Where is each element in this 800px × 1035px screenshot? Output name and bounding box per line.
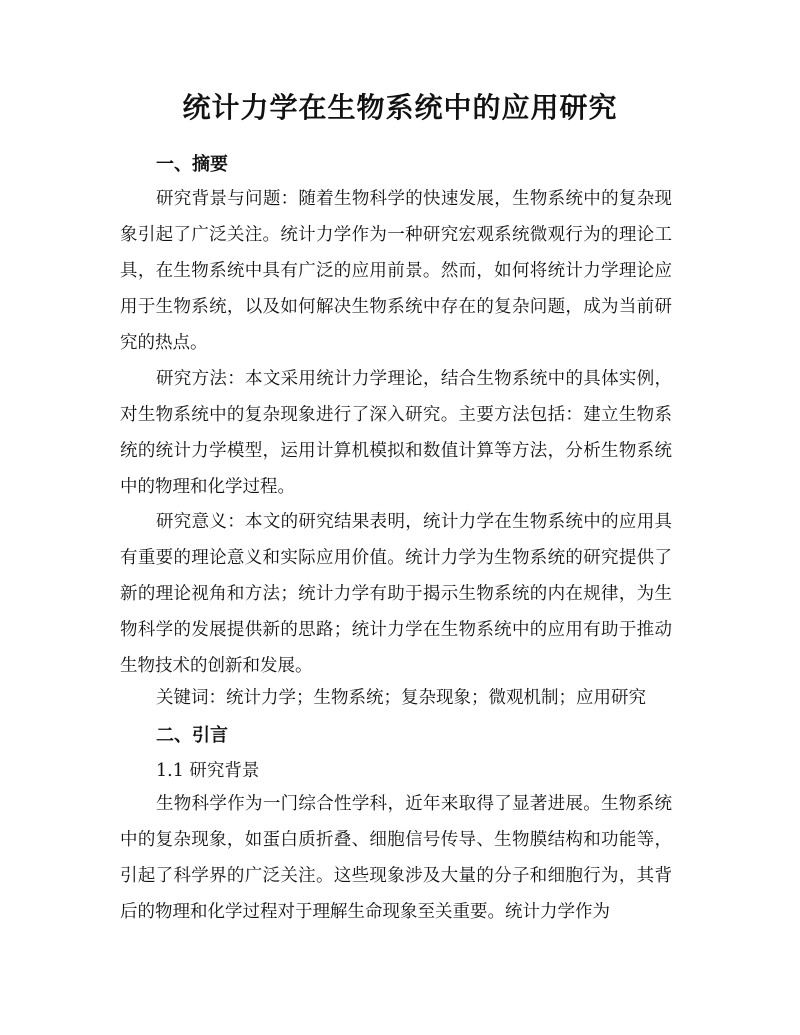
abstract-background-paragraph: 研究背景与问题：随着生物科学的快速发展，生物系统中的复杂现象引起了广泛关注。统计力学作为一种研究宏观系统微观行为的理论工具，在生物系统中具有广泛的应用前景。然而，如何将统计力学理论应用于生物系统，以及如何解决生物系统中存在的复杂问题，成为当前研究的热点。 bbox=[120, 189, 672, 353]
keywords-line: 关键词：统计力学；生物系统；复杂现象；微观机制；应用研究 bbox=[156, 688, 646, 708]
document-title: 统计力学在生物系统中的应用研究 bbox=[182, 91, 618, 124]
abstract-significance-paragraph: 研究意义：本文的研究结果表明，统计力学在生物系统中的应用具有重要的理论意义和实际应用价值。统计力学为生物系统的研究提供了新的理论视角和方法；统计力学有助于揭示生物系统的内在规律，为生物科学的发展提供新的思路；统计力学在生物系统中的应用有助于推动生物技术的创新和发展。 bbox=[120, 512, 672, 676]
research-background-subheading: 1.1 研究背景 bbox=[156, 761, 260, 781]
introduction-heading: 二、引言 bbox=[156, 725, 228, 746]
abstract-heading: 一、摘要 bbox=[156, 154, 228, 175]
abstract-method-paragraph: 研究方法：本文采用统计力学理论，结合生物系统中的具体实例，对生物系统中的复杂现象进行了深入研究。主要方法包括：建立生物系统的统计力学模型，运用计算机模拟和数值计算等方法，分析生物系统中的物理和化学过程。 bbox=[120, 369, 672, 497]
introduction-paragraph: 生物科学作为一门综合性学科，近年来取得了显著进展。生物系统中的复杂现象，如蛋白质折叠、细胞信号传导、生物膜结构和功能等，引起了科学界的广泛关注。这些现象涉及大量的分子和细胞行为，其背后的物理和化学过程对于理解生命现象至关重要。统计力学作为 bbox=[120, 794, 672, 922]
